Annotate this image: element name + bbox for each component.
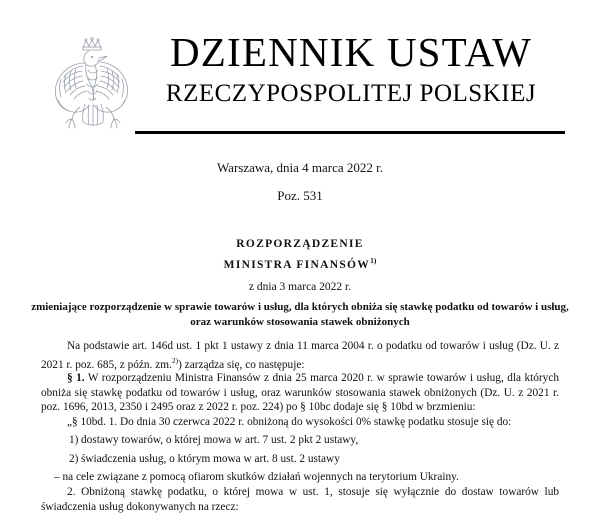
legal-basis-footnote-marker: 2) <box>171 355 179 365</box>
paragraph-1-marker: § 1. <box>67 372 85 384</box>
list-item-text: dostawy towarów, o której mowa w art. 7 ust. 2 pkt 2 ustawy, <box>81 434 359 446</box>
list-item-text: świadczenia usług, o którym mowa w art. 8 ust. 2 ustawy <box>81 452 340 465</box>
act-subtitle-line-2: oraz warunków stosowania stawek obniżonych <box>190 316 410 328</box>
legal-basis-text-part-1: Na podstawie art. 146d ust. 1 pkt 1 ustawy z dnia 11 marca 2004 r. o podatku od towarów i usług (Dz. U. z 2021 r. poz. 685, z późn. zm. <box>41 340 559 371</box>
masthead-titles <box>130 28 572 110</box>
list-item-marker: 2) <box>69 452 79 465</box>
polish-eagle-emblem <box>42 34 138 138</box>
list-item <box>41 433 559 448</box>
publication-position: Poz. 531 <box>277 188 323 203</box>
legal-basis-text-part-2: ) zarządza się, co następuje: <box>178 358 305 371</box>
act-date: z dnia 3 marca 2022 r. <box>248 280 352 293</box>
act-heading <box>0 236 600 295</box>
publication-place-date: Warszawa, dnia 4 marca 2022 r. <box>216 160 384 175</box>
paragraph-1 <box>41 371 559 415</box>
quoted-numbered-list <box>41 433 559 485</box>
gazette-title: DZIENNIK USTAW <box>169 29 533 75</box>
act-organ <box>0 253 600 273</box>
masthead <box>0 28 600 140</box>
act-kind: ROZPORZĄDZENIE <box>236 238 364 250</box>
act-subtitle <box>30 300 570 330</box>
gazette-subtitle: RZECZYPOSPOLITEJ POLSKIEJ <box>165 80 537 107</box>
legal-basis-paragraph <box>41 339 559 372</box>
masthead-divider <box>135 131 565 134</box>
paragraph-1-text: W rozporządzeniu Ministra Finansów z dnia 25 marca 2020 r. w sprawie towarów i usług, dla których obniża się stawkę podatku od towarów i usług, oraz warunków stosowania stawek obniżonych (Dz. U. z 2021 r. poz. 1696, 2013, 2350 i 2495 oraz z 2022 r. poz. 224) po § 10bc dodaje się § 10bd w brzmieniu: <box>41 372 559 414</box>
list-item <box>41 452 559 467</box>
act-organ-label: MINISTRA FINANSÓW <box>223 258 371 271</box>
list-closing-clause: – na cele związane z pomocą ofiarom skutków działań wojennych na terytorium Ukrainy. <box>54 471 459 484</box>
act-organ-footnote-marker: 1) <box>370 256 377 265</box>
quoted-section-intro: „§ 10bd. 1. Do dnia 30 czerwca 2022 r. obniżoną do wysokości 0% stawkę podatku stosuje się do: <box>67 416 512 428</box>
act-subtitle-line-1: zmieniające rozporządzenie w sprawie towarów i usług, dla których obniża się stawkę podatku od towarów i usług, <box>31 301 569 313</box>
quoted-section-paragraph-2: 2. Obniżoną stawkę podatku, o której mowa w ust. 1, stosuje się wyłącznie do dostaw towarów lub świadczenia usług dokonywanych na rzecz: <box>41 486 559 513</box>
list-item-marker: 1) <box>69 434 79 446</box>
